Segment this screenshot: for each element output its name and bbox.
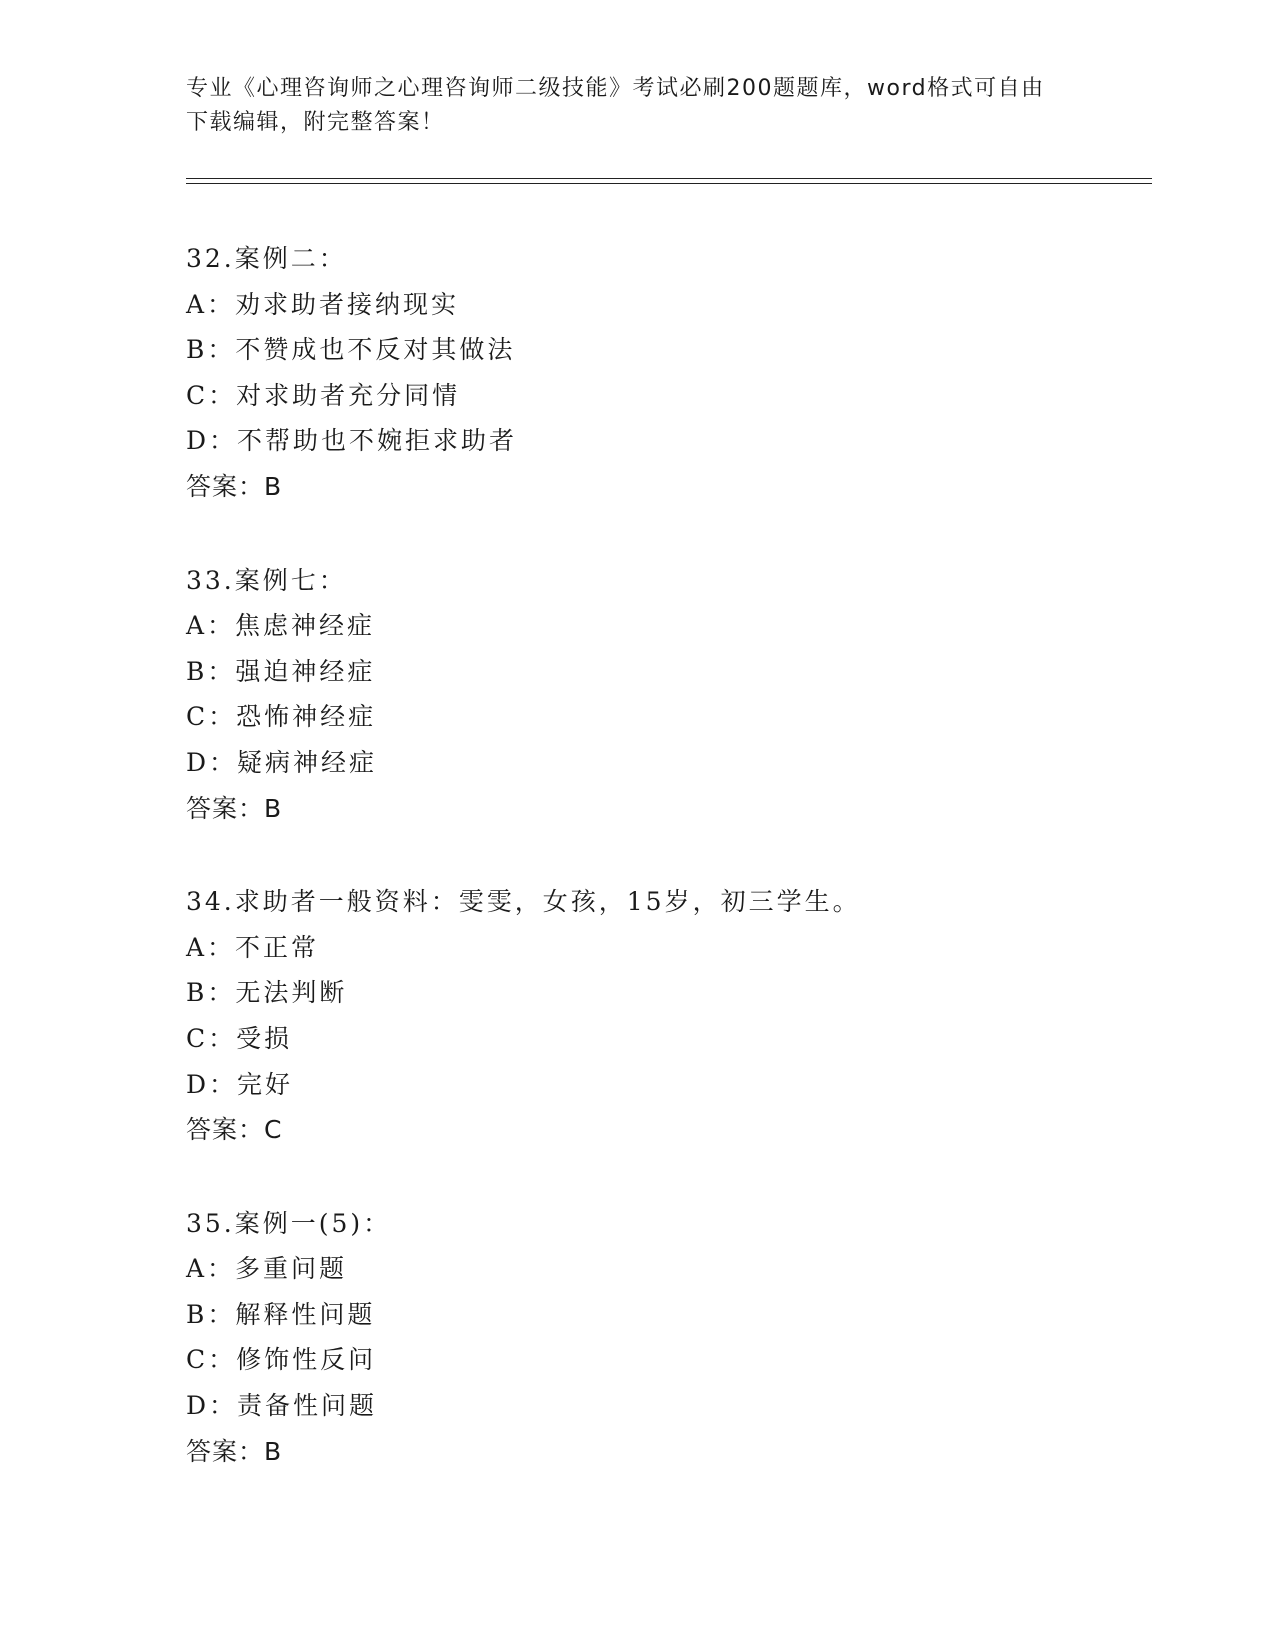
question-34: [186, 879, 1146, 1153]
answer: 答案：B: [186, 793, 283, 823]
header-divider-top: [186, 178, 1152, 179]
question-35: [186, 1201, 1146, 1475]
option-c: C：修饰性反问: [186, 1345, 377, 1375]
header-divider-bottom: [186, 183, 1152, 184]
option-d: D：责备性问题: [186, 1391, 378, 1421]
answer: 答案：B: [186, 471, 283, 501]
option-c: C：恐怖神经症: [186, 702, 377, 732]
option-b: B：强迫神经症: [186, 656, 376, 686]
question-stem: 34.求助者一般资料：雯雯，女孩，15岁，初三学生。: [186, 887, 861, 917]
question-stem: 32.案例二：: [186, 244, 347, 273]
question-33: [186, 558, 1146, 832]
option-b: B：不赞成也不反对其做法: [186, 335, 516, 365]
option-a: A：不正常: [186, 932, 320, 962]
document-header: 专业《心理咨询师之心理咨询师二级技能》考试必刷200题题库，word格式可自由下载编辑，附完整答案！: [186, 76, 1045, 135]
question-stem: 35.案例一(5)：: [186, 1208, 392, 1238]
option-b: B：无法判断: [186, 978, 348, 1008]
option-b: B：解释性问题: [186, 1299, 376, 1329]
option-a: A：劝求助者接纳现实: [186, 289, 460, 319]
option-d: D：完好: [186, 1069, 294, 1099]
answer: 答案：C: [186, 1115, 283, 1145]
question-stem: 33.案例七：: [186, 565, 347, 595]
question-list: [186, 236, 1146, 1522]
answer: 答案：B: [186, 1436, 283, 1466]
option-a: A：焦虑神经症: [186, 611, 376, 641]
option-a: A：多重问题: [186, 1254, 348, 1284]
option-d: D：不帮助也不婉拒求助者: [186, 426, 518, 456]
option-d: D：疑病神经症: [186, 747, 378, 777]
option-c: C：受损: [186, 1023, 293, 1053]
question-32: [186, 236, 1146, 510]
option-c: C：对求助者充分同情: [186, 380, 461, 410]
